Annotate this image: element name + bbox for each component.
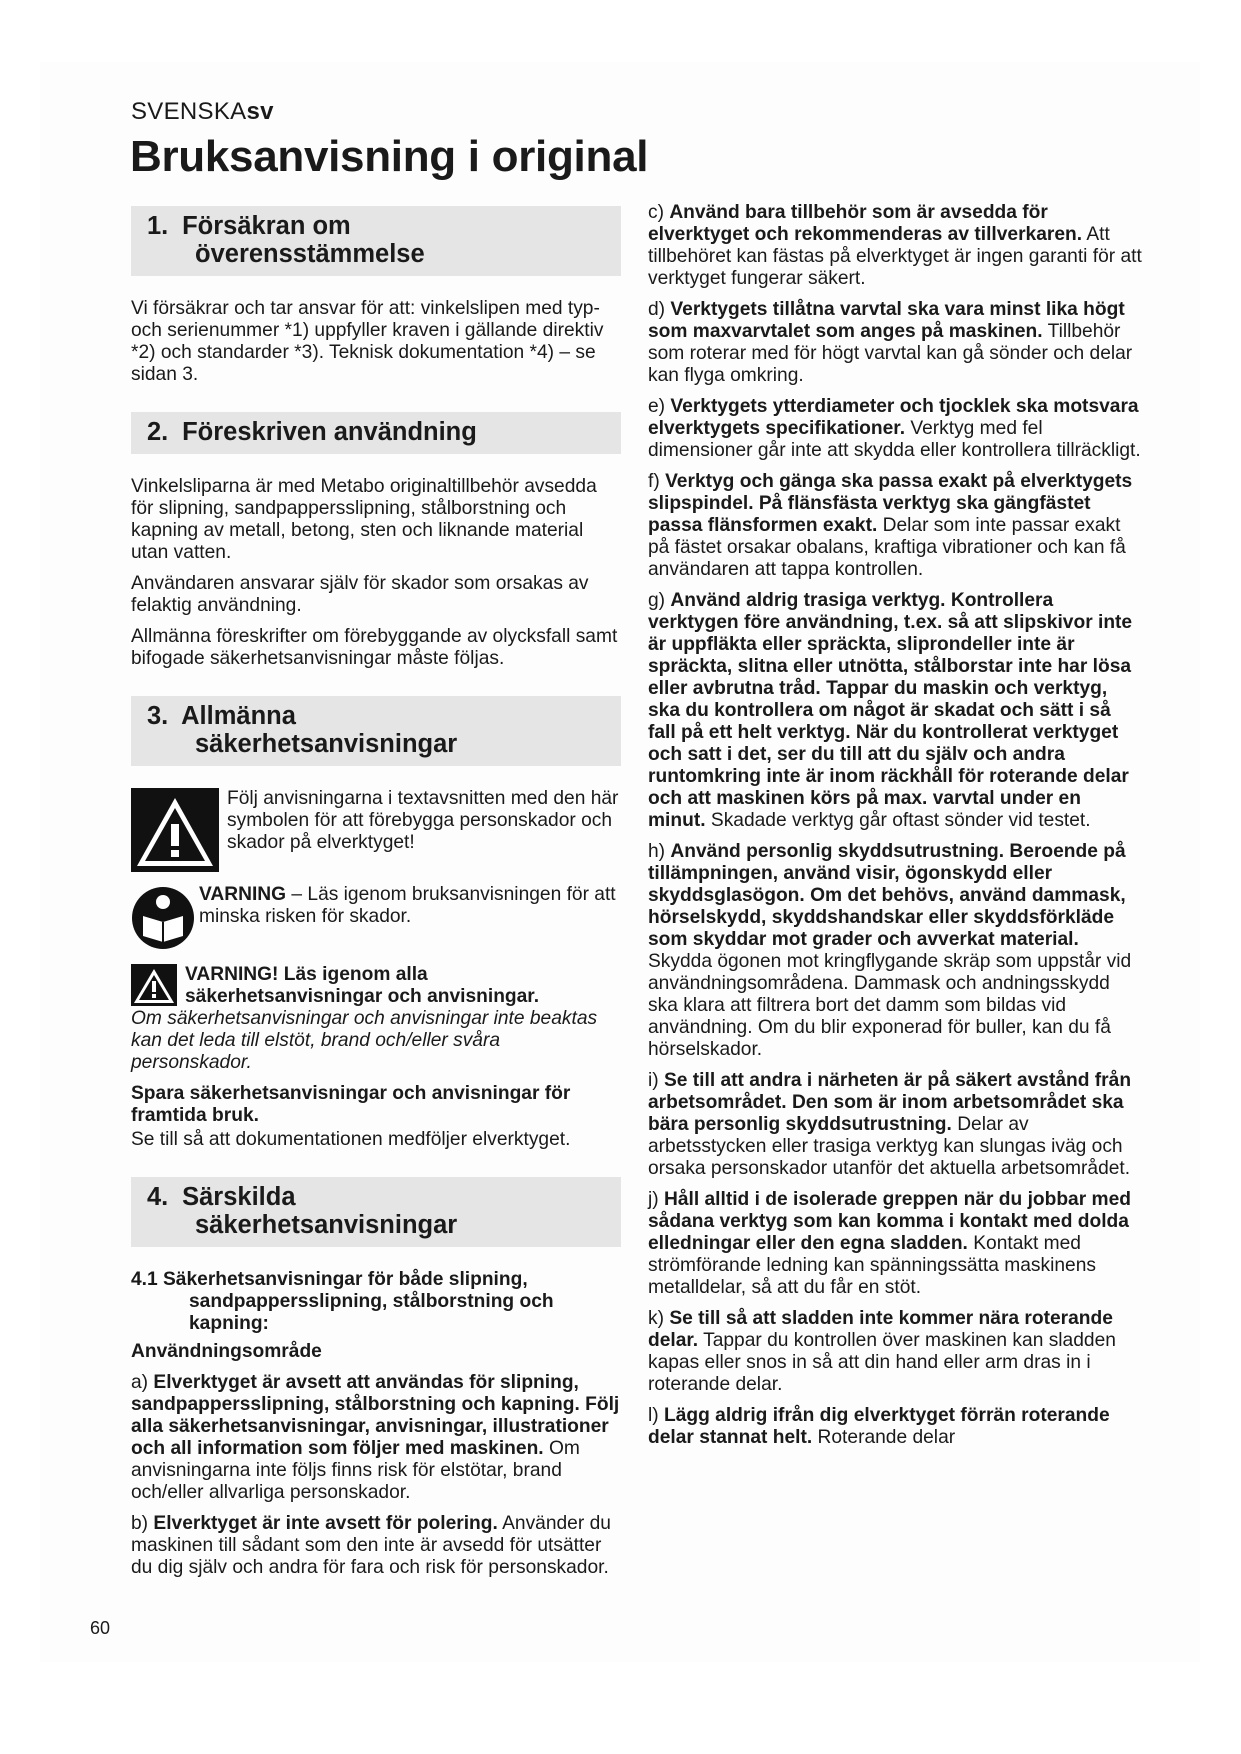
item-j: j) Håll alltid i de isolerade greppen när du jobbar med sådana verktyg som kan komma i kontakt med dolda elledningar eller den egna sladden. Kontakt med strömförande ledning kan spänningssätta maskinens metalldelar, så att du får en stöt. [648, 1189, 1131, 1298]
language-label: SVENSKAsv [131, 98, 274, 125]
item-a: a) Elverktyget är avsett att användas för slipning, sandpappersslipning, stålborstning och kapning. Följ alla säkerhetsanvisningar, anvisningar, illustrationer och all information som följer med maskinen. Om anvisningarna inte följs finns risk för elstötar, brand och/eller allvarliga personskador. [131, 1372, 620, 1503]
small-warning-triangle-icon [131, 964, 177, 1006]
item-e: e) Verktygets ytterdiameter och tjocklek ska motsvara elverktygets specifikationer. Verktyg med fel dimensioner går inte att skydda eller kontrollera tillräckligt. [648, 396, 1141, 461]
usage-area-heading: Användningsområde [131, 1341, 322, 1362]
item-b: b) Elverktyget är inte avsett för polering. Använder du maskinen till sådant som den inte är avsedd för utsätter du dig själv och andra för fara och risk för personskador. [131, 1513, 611, 1578]
item-i: i) Se till att andra i närheten är på säkert avstånd från arbetsområdet. Den som är inom arbetsområdet ska bära personlig skyddsutrustning. Delar av arbetsstycken eller trasiga verktyg kan slungas iväg och orsaka personskador utanför det aktuella arbetsområdet. [648, 1070, 1132, 1179]
item-l: l) Lägg aldrig ifrån dig elverktyget förrän roterande delar stannat helt. Roterande delar [648, 1405, 1110, 1448]
section-2-para-3: Allmänna föreskrifter om förebyggande av olycksfall samt bifogade säkerhetsanvisningar måste följas. [131, 626, 618, 669]
page-number: 60 [90, 1618, 111, 1638]
general-warning-text: Om säkerhetsanvisningar och anvisningar inte beaktas kan det leda till elstöt, brand och/eller svåra personskador. [131, 1008, 598, 1073]
general-warning-row [131, 964, 621, 1008]
item-k: k) Se till så att sladden inte kommer nära roterande delar. Tappar du kontrollen över maskinen kan sladden kapas eller snos in så att din hand eller arm dras in i roterande delar. [648, 1308, 1116, 1395]
read-manual-row [131, 884, 621, 952]
section-4-heading: 4. Särskilda säkerhetsanvisningar [131, 1177, 621, 1247]
read-manual-icon [131, 884, 195, 952]
section-1-heading: 1. Försäkran om överensstämmelse [131, 206, 621, 276]
save-instructions-text: Se till så att dokumentationen medföljer elverktyget. [131, 1129, 571, 1150]
item-h: h) Använd personlig skyddsutrustning. Beroende på tillämpningen, använd visir, ögonskydd eller skyddsglasögon. Om det behövs, använd dammask, hörselskydd, skyddshandskar eller skyddsförkläde som skyddar mot grader och avverkat material. Skydda ögonen mot kringflygande skräp som uppstår vid användningsområdena. Dammask och andningsskydd ska klara att filtrera bort det damm som bildas vid användning. Om du blir exponerad för buller, kan du få hörselskador. [648, 841, 1132, 1060]
right-column [648, 202, 1143, 1458]
general-warning-heading: VARNING! Läs igenom alla säkerhetsanvisningar och anvisningar. [185, 964, 540, 1007]
symbol-explanation: Följ anvisningarna i textavsnitten med den här symbolen för att förebygga personskador och skador på elverktyget! [227, 788, 619, 853]
section-2-para-1: Vinkelsliparna är med Metabo originaltillbehör avsedda för slipning, sandpappersslipning, stålborstning och kapning av metall, betong, sten och liknande material utan vatten. [131, 476, 597, 563]
left-column [131, 206, 621, 1588]
section-2-heading: 2. Föreskriven användning [131, 412, 621, 454]
save-instructions-heading: Spara säkerhetsanvisningar och anvisningar för framtida bruk. [131, 1083, 571, 1126]
warning-triangle-icon [131, 788, 219, 872]
item-d: d) Verktygets tillåtna varvtal ska vara minst lika högt som maxvarvtalet som anges på maskinen. Tillbehör som roterar med för högt varvtal kan gå sönder och delar kan flyga omkring. [648, 299, 1133, 386]
page-title: Bruksanvisning i original [130, 132, 649, 181]
item-g: g) Använd aldrig trasiga verktyg. Kontrollera verktygen före användning, t.ex. så att slipskivor inte är uppfläkta eller spräckta, sliprondeller inte är spräckta, slitna eller utnötta, stålborstar inte har lösa eller avbrutna tråd. Tappar du maskin och verktyg, ska du kontrollera om något är skadat och sätt i så fall på ett helt verktyg. När du kontrollerat verktyget och satt i det, ser du till att du själv och andra runtomkring inte är inom räckhåll för roterande delar och att maskinen körs på max. varvtal under en minut. Skadade verktyg går oftast sönder vid testet. [648, 590, 1133, 831]
subsection-4-1-heading: 4.1 Säkerhetsanvisningar för både slipning, sandpappersslipning, stålborstning och kapning: [131, 1269, 554, 1334]
section-3-heading: 3. Allmänna säkerhetsanvisningar [131, 696, 621, 766]
warning-symbol-row [131, 788, 621, 872]
read-manual-text: VARNING – Läs igenom bruksanvisningen för att minska risken för skador. [199, 884, 616, 927]
section-1-text: Vi försäkrar och tar ansvar för att: vinkelslipen med typ- och serienummer *1) uppfyller kraven i gällande direktiv *2) och standarder *3). Teknisk dokumentation *4) – se sidan 3. [131, 298, 604, 385]
item-f: f) Verktyg och gänga ska passa exakt på elverktygets slipspindel. På flänsfästa verktyg ska gängfästet passa flänsformen exakt. Delar som inte passar exakt på fästet orsakar obalans, kraftiga vibrationer och kan få användaren att tappa kontrollen. [648, 471, 1133, 580]
section-2-para-2: Användaren ansvarar själv för skador som orsakas av felaktig användning. [131, 573, 589, 616]
item-c: c) Använd bara tillbehör som är avsedda för elverktyget och rekommenderas av tillverkaren. Att tillbehöret kan fästas på elverktyget är ingen garanti för att verktyget fungerar säkert. [648, 202, 1142, 289]
